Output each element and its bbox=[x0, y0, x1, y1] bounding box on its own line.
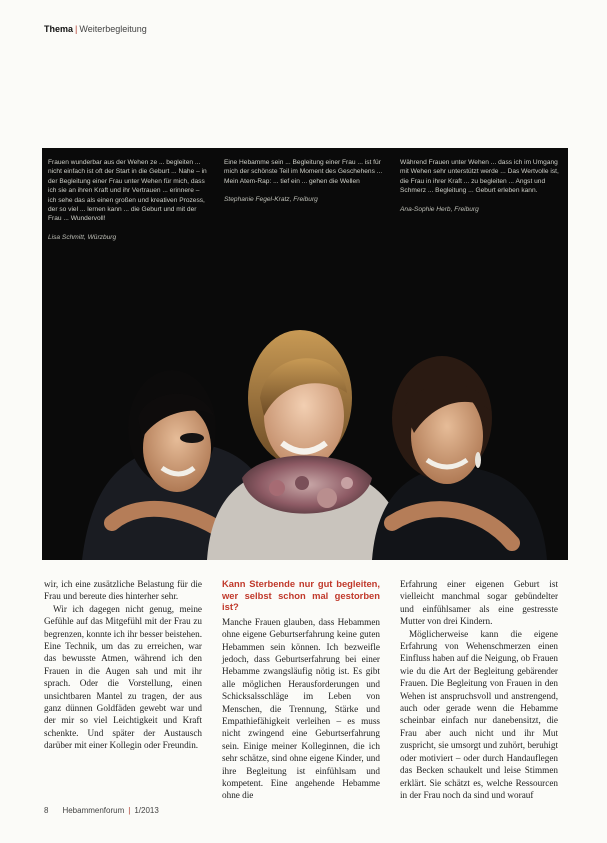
quote-signature: Stephanie Fegel-Kratz, Freiburg bbox=[224, 196, 318, 204]
body-paragraph: Möglicherweise kann die eigene Erfahrung von Wehenschmerzen einen Einfluss haben auf die Neigung, ob Frauen wie du die Art der Begleitung gebärender Frauen. Die Begleitung von Frauen in den Wehen ist anspruchsvoll und anstrengend, auch oder gerade wenn die Hebamme scheinbar einfach nur danebensitzt, die Frau aber auch nicht und ihr Mut zuspricht, sie umsorgt und zuhört, beruhigt oder motiviert – oder durch Handauflegen das Becken schaukelt und leise Stimmen erklärt. Sie schätzt es, welche Ressourcen in der Frau noch da sind und worauf bbox=[400, 628, 558, 800]
quote-text: Frauen wunderbar aus der Wehen ze ... begleiten ... nicht einfach ist oft der Start in die Geburt ... Nahe – in der Begleitung einer Frau unter Wehen für mich, dass ich sie an ihren Kraft und ihr Vertrauen ... erinnere – ich sehe das als einen großen und kreativen Prozess, der so viel ... lernen kann ... die Geburt und mit der Frau ... Wundervoll! bbox=[48, 159, 207, 223]
body-column-2 bbox=[222, 578, 380, 802]
header-section: Thema bbox=[44, 24, 74, 34]
page-footer bbox=[44, 806, 159, 815]
body-paragraph: Erfahrung einer eigenen Geburt ist vielleicht manchmal sogar gebündelter und einfühlsamer als eine gestresste Mutter von drei Kindern. bbox=[400, 579, 558, 627]
magazine-name: Hebammenforum bbox=[62, 806, 125, 815]
body-paragraph: Manche Frauen glauben, dass Hebammen ohne eigene Geburtserfahrung keine guten Hebammen sein können. Ich bezweifle jedoch, dass Geburtserfahrung bei einer Hebamme zwangsläufig nötig ist. Es gibt alle möglichen Herausforderungen und Schicksalsschläge im Leben von Menschen, die Trennung, Stärke und Empathiefähigkeit verleihen – es muss nicht zwingend eine Geburtserfahrung sein. Einige meiner Kolleginnen, die ich sehr schätze, sind ohne eigene Kinder, und ihre Begleitung ist einfühlsam und kompetent. Eine angehende Hebamme ohne die bbox=[222, 616, 380, 801]
body-paragraph: wir, ich eine zusätzliche Belastung für die Frau und bereute dies hinterher sehr. bbox=[44, 579, 202, 602]
quote-text: Während Frauen unter Wehen ... dass ich im Umgang mit Wehen sehr unterstützt werde ... Das Wertvolle ist, die Frau in ihrer Kraft ... zu begleiten ... Angst und Schmerz ... Begleitung ... Geburt erleben kann. bbox=[400, 159, 559, 195]
issue-number: 1/2013 bbox=[134, 806, 159, 815]
running-header bbox=[44, 24, 147, 34]
quote-signature: Ana-Sophie Herb, Freiburg bbox=[400, 205, 479, 213]
section-heading: Kann Sterbende nur gut begleiten, wer selbst schon mal gestorben ist? bbox=[222, 578, 380, 613]
midwives-photo bbox=[42, 148, 568, 560]
header-separator: | bbox=[75, 24, 78, 34]
body-column-1 bbox=[44, 578, 202, 752]
body-paragraph: Wir ich dagegen nicht genug, meine Gefühle auf das Mitgefühl mit der Frau zu begrenzen, konnte ich ihr besser beistehen. Eine Technik, um das zu erreichen, war das bewusste Atmen, während ich den Frauen in die Augen sah und mit ihr sprach. Oder die Vorstellung, einen unsichtbaren Mantel zu tragen, der aus ganz dünnen Goldfäden gewebt war und der mir so viel Leichtigkeit und Kraft schenkte. Und später der Austausch darüber mit einer Kollegin oder Freundin. bbox=[44, 603, 202, 751]
quote-column-3 bbox=[400, 158, 560, 214]
header-subject: Weiterbegleitung bbox=[79, 24, 147, 34]
quote-column-1 bbox=[48, 158, 208, 242]
footer-separator: | bbox=[128, 806, 131, 815]
quote-signature: Lisa Schmitt, Würzburg bbox=[48, 233, 117, 241]
body-column-3 bbox=[400, 578, 558, 801]
page-number: 8 bbox=[44, 806, 49, 815]
quote-column-2 bbox=[224, 158, 384, 205]
quote-text: Eine Hebamme sein ... Begleitung einer Frau ... ist für mich der schönste Teil im Moment des Geschehens ... Mein Atem-Rap: ... tief ein ... gehen die Wellen bbox=[224, 159, 383, 185]
